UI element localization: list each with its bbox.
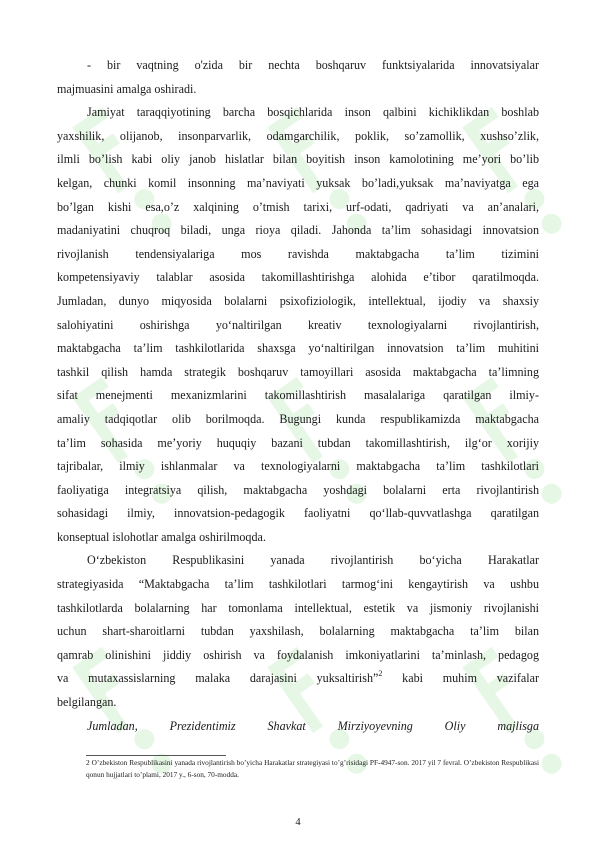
text-line: strategiyasida “Maktabgacha ta’lim tashkilotlari tarmog‘ini kengaytirish va ushbu bbox=[57, 577, 539, 592]
page-number: 4 bbox=[295, 817, 301, 828]
paragraph bbox=[57, 54, 539, 101]
text-line: O‘zbekiston Respublikasini yanada rivojlantirish bo‘yicha Harakatlar bbox=[87, 553, 539, 568]
text-line: sifat menejmenti mexanizmlarini takomillashtirish masalalariga qaratilgan ilmiy- bbox=[57, 388, 539, 403]
text-line: yaxshilik, olijanob, insonparvarlik, odamgarchilik, poklik, so’zamollik, xushso’zlik, bbox=[57, 128, 539, 143]
text-line: kompetensiyaviy talablar asosida takomillashtirishga alohida e’tibor qaratilmoqda. bbox=[57, 270, 539, 285]
text-line: maktabgacha ta’lim tashkilotlarida shaxsga yo‘naltirilgan innovatsion ta’lim muhitini bbox=[57, 341, 539, 356]
text-line: - bir vaqtning o'zida bir nechta boshqaruv funktsiyalarida innovatsiyalar bbox=[87, 58, 539, 72]
document-body bbox=[57, 54, 539, 738]
paragraph bbox=[57, 101, 539, 549]
footnote-mark: 2 bbox=[86, 758, 90, 767]
text-line: amaliy tadqiqotlar olib borilmoqda. Bugungi kunda respublikamizda maktabgacha bbox=[57, 411, 539, 426]
footnote-separator bbox=[86, 755, 226, 756]
text-segment: va mutaxassislarning malaka darajasini yuksaltirish” bbox=[57, 671, 379, 686]
text-line: tashkil qilish hamda strategik boshqaruv tamoyillari asosida maktabgacha ta’limning bbox=[57, 364, 539, 379]
text-line: qamrab olinishini jiddiy oshirish va foydalanish imkoniyatlarini ta’minlash, pedagog bbox=[57, 647, 539, 662]
text-line: salohiyatini oshirishga yo‘naltirilgan kreativ texnologiyalarni rivojlantirish, bbox=[57, 317, 539, 332]
footnote-reference[interactable]: 2 bbox=[378, 669, 383, 679]
footnote bbox=[86, 757, 539, 780]
footnote-text: O’zbekiston Respublikasini yanada rivojlantirish bo’yicha Harakatlar strategiyasi to’g’risidagi PF-4947-son. 2017 yil 7 fevral. O’zbekiston Respublikasi qonun hujjatlari to’plami, 2017 y., 6-son, 70-modda. bbox=[86, 758, 539, 779]
text-line: belgilangan. bbox=[57, 695, 117, 710]
text-line: konseptual islohotlar amalga oshirilmoqda. bbox=[57, 529, 266, 544]
text-line: faoliyatiga integratsiya qilish, maktabgacha yoshdagi bolalarni erta rivojlantirish bbox=[57, 482, 539, 497]
text-line: Jumladan, dunyo miqyosida bolalarni psixofiziologik, intellektual, ijodiy va shaxsiy bbox=[57, 293, 539, 308]
text-line: ilmli bo’lish kabi oliy janob hislatlar bilan boyitish inson kamolotining me’yori bo’lib bbox=[57, 152, 539, 167]
text-line-with-footnote bbox=[57, 667, 539, 691]
paragraph bbox=[57, 715, 539, 739]
paragraph bbox=[57, 549, 539, 714]
text-line: tashkilotlarda bolalarning har tomonlama intellektual, estetik va jismoniy rivojlanishi bbox=[57, 600, 539, 615]
text-line: Jamiyat taraqqiyotining barcha bosqichlarida inson qalbini kichiklikdan boshlab bbox=[87, 105, 539, 120]
text-segment: kabi muhim vazifalar bbox=[382, 671, 540, 686]
text-line: Jumladan, Prezidentimiz Shavkat Mirziyoyevning Oliy majlisga bbox=[87, 718, 539, 733]
text-line: bo’lgan kishi esa,o’z xalqining o’tmish tarixi, urf-odati, qadriyati va an’analari, bbox=[57, 199, 539, 214]
text-line: ta’lim sohasida me’yoriy huquqiy bazani tubdan takomillashtirish, ilg‘or xorijiy bbox=[57, 435, 539, 450]
text-line: sohasidagi ilmiy, innovatsion-pedagogik faoliyatni qo‘llab-quvvatlashga qaratilgan bbox=[57, 506, 539, 521]
text-line: kelgan, chunki komil insonning ma’naviyati yuksak bo’ladi,yuksak ma’naviyatga ega bbox=[57, 175, 539, 190]
text-line: rivojlanish tendensiyalariga mos ravishda maktabgacha ta’lim tizimini bbox=[57, 246, 539, 261]
text-line: uchun shart-sharoitlarni tubdan yaxshilash, bolalarning maktabgacha ta’lim bilan bbox=[57, 624, 539, 639]
text-line: majmuasini amalga oshiradi. bbox=[57, 81, 197, 96]
text-line: madaniyatini chuqroq biladi, unga rioya qiladi. Jahonda ta’lim sohasidagi innovatsion bbox=[57, 223, 539, 238]
text-line: tajribalar, ilmiy ishlanmalar va texnologiyalarni maktabgacha ta’lim tashkilotlari bbox=[57, 459, 539, 474]
